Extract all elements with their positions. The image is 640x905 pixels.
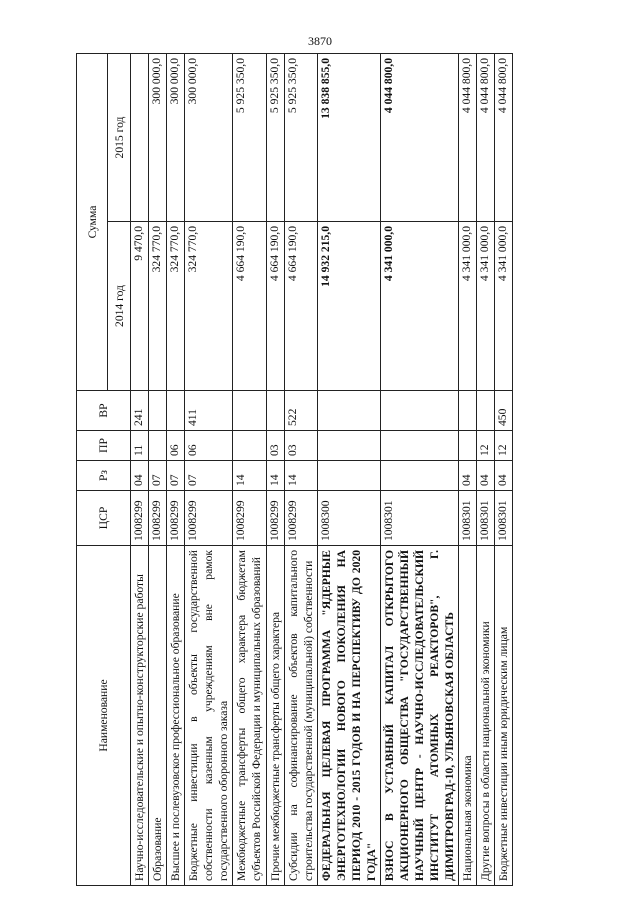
row-pr: 06: [167, 431, 185, 461]
row-vr: 522: [284, 391, 317, 431]
table-row: [149, 53, 167, 885]
row-amount-2015: 300 000,0: [149, 53, 167, 221]
row-amount-2014: 14 932 215,0: [317, 222, 380, 391]
row-csr: 1008299: [131, 491, 149, 546]
row-amount-2014: 324 770,0: [167, 222, 185, 391]
row-rz: 14: [233, 461, 266, 491]
row-csr: 1008301: [477, 491, 495, 546]
row-amount-2014: 9 470,0: [131, 222, 149, 391]
table-row: [459, 53, 477, 885]
row-vr: 411: [185, 391, 233, 431]
row-pr: 06: [185, 431, 233, 461]
row-pr: [317, 431, 380, 461]
row-amount-2015: [131, 53, 149, 221]
table-row: [317, 53, 380, 885]
table-row: [495, 53, 513, 885]
row-csr: 1008301: [380, 491, 458, 546]
page-number: 3870: [308, 34, 332, 48]
row-amount-2015: 5 925 350,0: [233, 53, 266, 221]
row-rz: 07: [149, 461, 167, 491]
row-vr: [477, 391, 495, 431]
row-csr: 1008300: [317, 491, 380, 546]
row-amount-2015: 4 044 800,0: [459, 53, 477, 221]
row-pr: 12: [477, 431, 495, 461]
row-vr: [459, 391, 477, 431]
row-rz: 04: [477, 461, 495, 491]
row-csr: 1008299: [266, 491, 284, 546]
header-row: [77, 53, 108, 885]
row-name: Высшее и послевузовское профессиональное образование: [167, 546, 185, 886]
row-pr: [149, 431, 167, 461]
table-row: [167, 53, 185, 885]
header-rz: Рз: [77, 461, 131, 491]
row-name: Национальная экономика: [459, 546, 477, 886]
table-row: [380, 53, 458, 885]
row-vr: [233, 391, 266, 431]
row-vr: [317, 391, 380, 431]
row-pr: 03: [266, 431, 284, 461]
table-body: [131, 53, 513, 885]
row-vr: 450: [495, 391, 513, 431]
row-rz: 14: [284, 461, 317, 491]
row-amount-2014: 4 341 000,0: [380, 222, 458, 391]
row-amount-2015: 300 000,0: [185, 53, 233, 221]
row-amount-2015: 4 044 800,0: [495, 53, 513, 221]
rotated-table-area: [76, 54, 636, 886]
row-name: Научно-исследовательские и опытно-конструкторские работы: [131, 546, 149, 886]
row-amount-2015: 13 838 855,0: [317, 53, 380, 221]
row-rz: 04: [495, 461, 513, 491]
row-vr: [380, 391, 458, 431]
row-name: Межбюджетные трансферты общего характера бюджетам субъектов Российской Федерации и муниципальных образований: [233, 546, 266, 886]
row-rz: [317, 461, 380, 491]
row-amount-2014: 4 341 000,0: [459, 222, 477, 391]
row-amount-2014: 4 664 190,0: [266, 222, 284, 391]
row-pr: [459, 431, 477, 461]
row-pr: [233, 431, 266, 461]
rotated-table-frame: [76, 54, 636, 886]
row-csr: 1008299: [149, 491, 167, 546]
table-row: [266, 53, 284, 885]
table-row: [284, 53, 317, 885]
row-csr: 1008299: [185, 491, 233, 546]
header-pr: ПР: [77, 431, 131, 461]
row-amount-2015: 4 044 800,0: [477, 53, 495, 221]
row-csr: 1008299: [284, 491, 317, 546]
table-row: [233, 53, 266, 885]
row-name: ВЗНОС В УСТАВНЫЙ КАПИТАЛ ОТКРЫТОГО АКЦИОНЕРНОГО ОБЩЕСТВА "ГОСУДАРСТВЕННЫЙ НАУЧНЫЙ ЦЕНТР - НАУЧНО-ИССЛЕДОВАТЕЛЬСКИЙ ИНСТИТУТ АТОМНЫХ РЕАКТОРОВ", Г. ДИМИТРОВГРАД-10, УЛЬЯНОВСКАЯ ОБЛАСТЬ: [380, 546, 458, 886]
header-vr: ВР: [77, 391, 131, 431]
row-csr: 1008301: [459, 491, 477, 546]
row-name: Бюджетные инвестиции в объекты государственной собственности казенным учреждениям вне рамок государственного оборонного заказа: [185, 546, 233, 886]
row-name: Образование: [149, 546, 167, 886]
table-row: [131, 53, 149, 885]
budget-table: [76, 53, 513, 886]
row-pr: 03: [284, 431, 317, 461]
header-name: Наименование: [77, 546, 131, 886]
table-row: [477, 53, 495, 885]
row-vr: [149, 391, 167, 431]
row-amount-2015: 4 044 800,0: [380, 53, 458, 221]
row-name: Субсидии на софинансирование объектов капитального строительства государственной (муниципальной) собственности: [284, 546, 317, 886]
row-rz: [380, 461, 458, 491]
row-rz: 04: [131, 461, 149, 491]
row-amount-2014: 4 341 000,0: [477, 222, 495, 391]
header-year-2014: 2014 год: [108, 222, 131, 391]
row-amount-2014: 324 770,0: [185, 222, 233, 391]
row-amount-2014: 324 770,0: [149, 222, 167, 391]
row-name: Бюджетные инвестиции иным юридическим лицам: [495, 546, 513, 886]
row-amount-2015: 5 925 350,0: [266, 53, 284, 221]
header-year-2015: 2015 год: [108, 53, 131, 221]
row-name: Другие вопросы в области национальной экономики: [477, 546, 495, 886]
row-csr: 1008301: [495, 491, 513, 546]
row-amount-2014: 4 341 000,0: [495, 222, 513, 391]
row-amount-2014: 4 664 190,0: [284, 222, 317, 391]
row-vr: [266, 391, 284, 431]
row-amount-2015: 300 000,0: [167, 53, 185, 221]
row-vr: 241: [131, 391, 149, 431]
row-pr: [380, 431, 458, 461]
row-amount-2015: 5 925 350,0: [284, 53, 317, 221]
row-csr: 1008299: [167, 491, 185, 546]
row-name: Прочие межбюджетные трансферты общего характера: [266, 546, 284, 886]
row-rz: 04: [459, 461, 477, 491]
row-pr: 12: [495, 431, 513, 461]
row-csr: 1008299: [233, 491, 266, 546]
row-rz: 07: [185, 461, 233, 491]
row-vr: [167, 391, 185, 431]
header-csr: ЦСР: [77, 491, 131, 546]
row-name: ФЕДЕРАЛЬНАЯ ЦЕЛЕВАЯ ПРОГРАММА "ЯДЕРНЫЕ ЭНЕРГОТЕХНОЛОГИИ НОВОГО ПОКОЛЕНИЯ НА ПЕРИОД 2010 - 2015 ГОДОВ И НА ПЕРСПЕКТИВУ ДО 2020 ГОДА": [317, 546, 380, 886]
row-rz: 07: [167, 461, 185, 491]
row-rz: 14: [266, 461, 284, 491]
header-sum: Сумма: [77, 53, 108, 390]
row-amount-2014: 4 664 190,0: [233, 222, 266, 391]
table-row: [185, 53, 233, 885]
row-pr: 11: [131, 431, 149, 461]
